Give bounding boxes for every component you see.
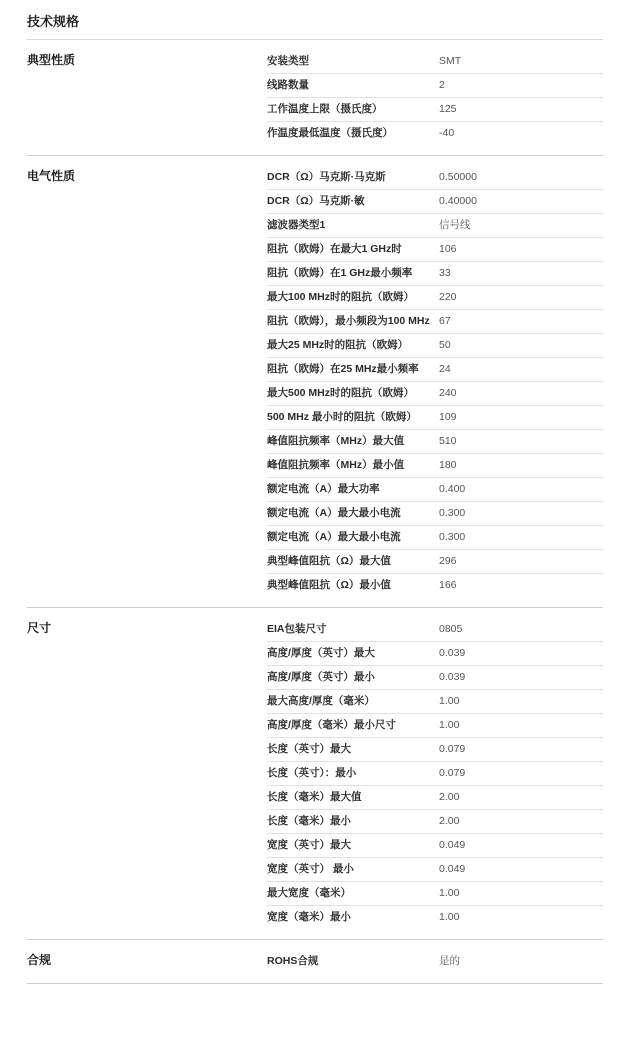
spec-value: 信号线: [439, 219, 471, 231]
spec-label: 最大100 MHz时的阻抗（欧姆）: [267, 291, 415, 303]
spec-label: 500 MHz 最小时的阻抗（欧姆）: [267, 411, 417, 423]
spec-value: 240: [439, 387, 457, 399]
spec-row: [267, 358, 603, 382]
spec-value: 0.300: [439, 531, 466, 543]
spec-sections: [27, 40, 603, 984]
spec-row: [267, 574, 603, 597]
spec-row: [267, 454, 603, 478]
spec-value: 1.00: [439, 911, 460, 923]
spec-value: 0.50000: [439, 171, 477, 183]
spec-value: 0.40000: [439, 195, 477, 207]
spec-value: 24: [439, 363, 451, 375]
spec-label: 宽度（毫米）最小: [267, 911, 351, 923]
spec-row: [267, 858, 603, 882]
spec-row: [267, 98, 603, 122]
spec-value: 1.00: [439, 887, 460, 899]
spec-value: -40: [439, 127, 455, 139]
spec-table: [267, 166, 603, 597]
spec-row: [267, 50, 603, 74]
spec-label: 峰值阻抗频率（MHz）最小值: [267, 459, 405, 471]
spec-value: 180: [439, 459, 457, 471]
spec-row: [267, 478, 603, 502]
spec-label: 长度（英寸）：最小: [267, 767, 357, 779]
spec-label: 长度（毫米）最大值: [267, 791, 362, 803]
spec-row: [267, 950, 603, 973]
spec-row: [267, 786, 603, 810]
spec-value: 1.00: [439, 695, 460, 707]
spec-label: 宽度（英寸）最大: [267, 839, 351, 851]
spec-label: 最大高度/厚度（毫米）: [267, 695, 375, 707]
spec-value: 0.049: [439, 839, 466, 851]
spec-value: 220: [439, 291, 457, 303]
spec-value: 0.079: [439, 743, 466, 755]
spec-value: 0.039: [439, 647, 466, 659]
section-heading: 合规: [27, 953, 52, 967]
spec-value: 510: [439, 435, 457, 447]
spec-label: DCR（Ω）马克斯·马克斯: [267, 171, 386, 183]
spec-value: 109: [439, 411, 457, 423]
spec-label: 滤波器类型1: [267, 219, 326, 231]
spec-row: [267, 74, 603, 98]
spec-row: [267, 262, 603, 286]
spec-row: [267, 550, 603, 574]
spec-row: [267, 810, 603, 834]
spec-row: [267, 310, 603, 334]
spec-row: [267, 738, 603, 762]
spec-value: 33: [439, 267, 451, 279]
spec-value: 是的: [439, 955, 460, 967]
spec-row: [267, 618, 603, 642]
spec-row: [267, 166, 603, 190]
spec-label: 典型峰值阻抗（Ω）最大值: [267, 555, 391, 567]
section-heading: 典型性质: [27, 53, 76, 67]
spec-value: 106: [439, 243, 457, 255]
spec-value: 67: [439, 315, 451, 327]
spec-label: 长度（英寸）最大: [267, 743, 351, 755]
spec-section: [27, 40, 603, 156]
spec-label: 安装类型: [267, 55, 309, 67]
spec-value: 2: [439, 79, 445, 91]
spec-label: 作温度最低温度（摄氏度）: [267, 127, 393, 139]
spec-row: [267, 334, 603, 358]
spec-label: 高度/厚度（英寸）最大: [267, 647, 375, 659]
spec-value: 0.400: [439, 483, 466, 495]
spec-value: 166: [439, 579, 457, 591]
spec-label: 线路数量: [267, 79, 309, 91]
spec-label: 典型峰值阻抗（Ω）最小值: [267, 579, 391, 591]
spec-value: SMT: [439, 55, 462, 67]
spec-row: [267, 430, 603, 454]
spec-section: [27, 156, 603, 608]
spec-row: [267, 406, 603, 430]
spec-row: [267, 286, 603, 310]
spec-value: 1.00: [439, 719, 460, 731]
spec-value: 2.00: [439, 815, 460, 827]
spec-label: 额定电流（A）最大最小电流: [267, 531, 401, 543]
spec-label: 最大25 MHz时的阻抗（欧姆）: [267, 339, 409, 351]
spec-row: [267, 190, 603, 214]
spec-row: [267, 502, 603, 526]
spec-row: [267, 122, 603, 145]
spec-label: 高度/厚度（英寸）最小: [267, 671, 375, 683]
spec-label: 宽度（英寸） 最小: [267, 863, 354, 875]
spec-row: [267, 714, 603, 738]
section-heading: 尺寸: [27, 621, 52, 635]
spec-label: DCR（Ω）马克斯·敏: [267, 195, 365, 207]
spec-value: 125: [439, 103, 457, 115]
spec-value: 0.079: [439, 767, 466, 779]
spec-label: 最大宽度（毫米）: [267, 887, 351, 899]
spec-label: 阻抗（欧姆）在1 GHz最小频率: [267, 267, 413, 279]
spec-value: 296: [439, 555, 457, 567]
spec-value: 0.039: [439, 671, 466, 683]
spec-row: [267, 666, 603, 690]
spec-label: 额定电流（A）最大最小电流: [267, 507, 401, 519]
spec-value: 50: [439, 339, 451, 351]
spec-row: [267, 834, 603, 858]
spec-row: [267, 526, 603, 550]
spec-label: ROHS合规: [267, 955, 319, 967]
spec-row: [267, 238, 603, 262]
spec-row: [267, 642, 603, 666]
spec-value: 0.049: [439, 863, 466, 875]
spec-label: 高度/厚度（毫米）最小尺寸: [267, 719, 396, 731]
spec-table: [267, 950, 603, 973]
spec-label: 额定电流（A）最大功率: [267, 483, 380, 495]
spec-label: EIA包装尺寸: [267, 623, 327, 635]
spec-row: [267, 382, 603, 406]
spec-row: [267, 214, 603, 238]
spec-section: [27, 608, 603, 940]
spec-row: [267, 906, 603, 929]
spec-label: 长度（毫米）最小: [267, 815, 351, 827]
spec-label: 工作温度上限（摄氏度）: [267, 103, 383, 115]
section-heading: 电气性质: [27, 169, 76, 183]
spec-row: [267, 690, 603, 714]
spec-label: 阻抗（欧姆）在25 MHz最小频率: [267, 363, 419, 375]
spec-label: 峰值阻抗频率（MHz）最大值: [267, 435, 405, 447]
page-title: 技术规格: [27, 14, 80, 29]
spec-label: 阻抗（欧姆）在最大1 GHz时: [267, 243, 402, 255]
spec-label: 阻抗（欧姆），最小频段为100 MHz: [267, 315, 430, 327]
spec-value: 0.300: [439, 507, 466, 519]
spec-section: [27, 940, 603, 984]
spec-label: 最大500 MHz时的阻抗（欧姆）: [267, 387, 415, 399]
spec-table: [267, 50, 603, 145]
spec-row: [267, 882, 603, 906]
spec-table: [267, 618, 603, 929]
spec-row: [267, 762, 603, 786]
spec-value: 0805: [439, 623, 463, 635]
spec-value: 2.00: [439, 791, 460, 803]
